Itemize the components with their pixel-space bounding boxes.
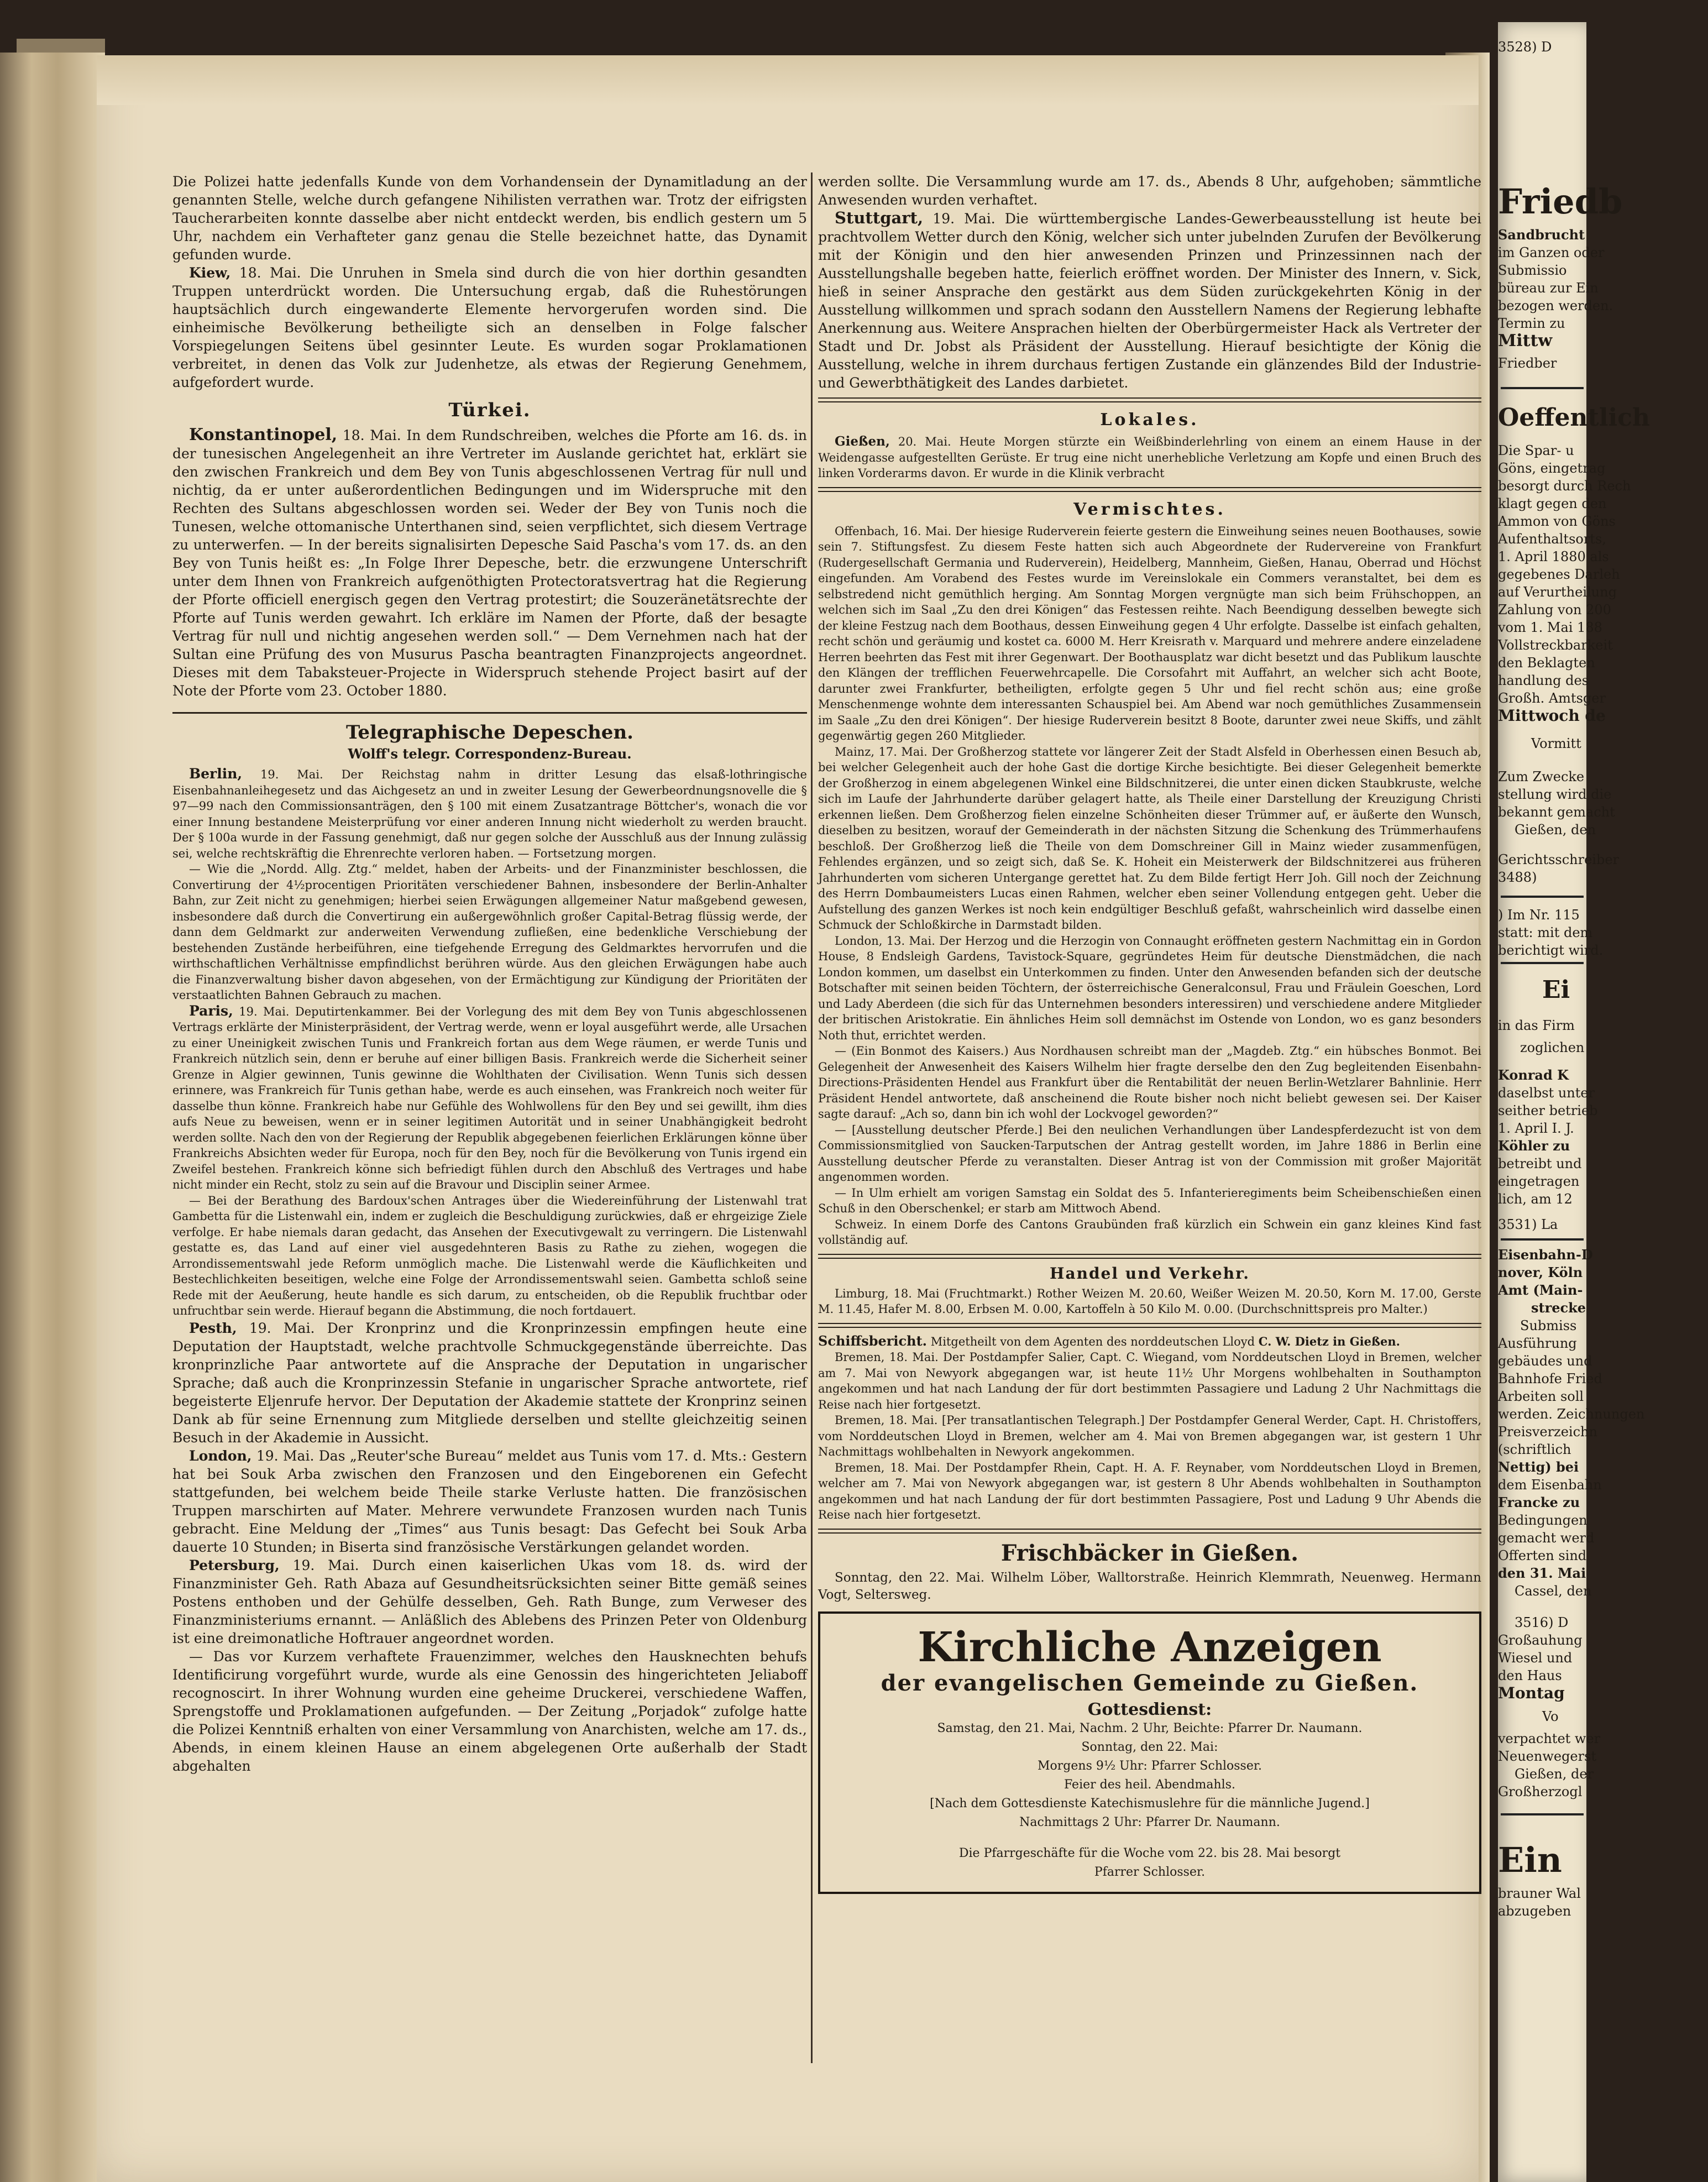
adjacent-fragment: strecke [1531,1300,1586,1316]
adjacent-fragment: Offerten sind [1498,1548,1587,1563]
adjacent-fragment: Amt (Main- [1498,1282,1583,1298]
adjacent-fragment: stellung wird die [1498,787,1612,802]
konstantinopel-dateline: Konstantinopel, [189,425,338,444]
adjacent-fragment: auf Verurtheilung [1498,584,1617,600]
section-heading-telegraphic: Telegraphische Depeschen. [345,721,633,744]
berlin-report-2: — Wie die „Nordd. Allg. Ztg.“ meldet, haben der Arbeits- und der Finanzminister beschlossen, die Convertirung der 4½procentigen Prioritäten verschiedener Bahnen, insbesondere der Berlin-Anhalter Bahn, zur Zeit nicht zu genehmigen; hierbei seien Erwägungen allgemeiner Natur maßgebend gewesen, insbesondere daß durch die Convertirung ein außergewöhnlich großer Capital-Betrag flüssig werde, der dann dem Geldmarkt zur anderweiten Verwendung zufließen, eine bedenkliche Verschiebung der bestehenden Zustände herbeiführen, eine tiefgehende Erregung des Geldmarktes hervorrufen und die wirthschaftlichen Verhältnisse empfindlichst berühren würde. Aus den gleichen Erwägungen habe auch die Finanzverwaltung bisher davon abgesehen, von der Ermächtigung zur Kündigung der Prioritäten der verstaatlichten Bahnen Gebrauch zu machen. [172,862,807,1002]
adjacent-fragment: Arbeiten soll [1498,1389,1584,1404]
adjacent-fragment: zoglichen [1520,1040,1585,1055]
adjacent-fragment: Cassel, den [1515,1583,1592,1599]
section-heading-tuerkei: Türkei. [448,399,531,421]
adjacent-fragment: berichtigt wird. [1498,943,1604,958]
adjacent-heading: Ei [1542,976,1570,1004]
adjacent-fragment: gegebenes Darleh [1498,567,1620,582]
adjacent-fragment: 3488) [1498,870,1537,885]
adjacent-fragment: gemacht werd [1498,1530,1595,1546]
adjacent-fragment: Francke zu [1498,1494,1580,1510]
adjacent-fragment: Aufenthaltsorts, [1498,531,1606,547]
paris-report [172,1003,807,1193]
adjacent-fragment: Vollstreckbarkeit [1498,637,1613,653]
book-page-edges-left [0,53,105,2182]
adjacent-fragment: Großauhung [1498,1632,1583,1648]
adjacent-fragment: Ausführung [1498,1336,1577,1351]
column-divider [811,172,813,2063]
adjacent-fragment: den Haus [1498,1668,1562,1683]
adjacent-heading: Ein [1498,1840,1562,1880]
ship-agent: C. W. Dietz in Gießen. [1258,1334,1400,1348]
adjacent-fragment: Vormitt [1531,736,1581,751]
london-dateline: London, [189,1447,252,1464]
petersburg-continuation: werden sollte. Die Versammlung wurde am 17. ds., Abends 8 Uhr, aufgehoben; sämmtliche Anwesenden wurden verhaftet. [818,174,1481,208]
adjacent-fragment: verpachtet wer [1498,1731,1601,1746]
kiew-report [172,264,807,391]
london-heim-report: London, 13. Mai. Der Herzog und die Herzogin von Connaught eröffneten gestern Nachmittag ein in Gordon House, 8 Endsleigh Gardens, Tavistock-Square, gegründetes Heim für deutsche Dienstmädchen, die nach London kommen, um daselbst ein Unterkommen zu finden. Unter den Anwesenden befanden sich der deutsche Botschafter mit seinen beiden Töchtern, der österreichische Generalconsul, Frau und Fräulein Goeschen, Lord und Lady Aberdeen (die sich für das Unternehmen besonders interessiren) und verschiedene andere Mitglieder der britischen Aristokratie. Ein ähnliches Heim soll demnächst im Ostende von London, wo es ganz besonders Noth thut, errichtet werden. [818,934,1481,1042]
adjacent-fragment: abzugeben [1498,1903,1571,1919]
berlin-dateline: Berlin, [189,766,243,782]
paris-report-2: — Bei der Berathung des Bardoux'schen Antrages über die Wiedereinführung der Listenwahl trat Gambetta für die Listenwahl ein, indem er zugleich die Beschuldigung zurückwies, daß er ehrgeizige Ziele verfolge. Er habe niemals daran gedacht, das Ansehen der Executivgewalt zu verringern. Die Listenwahl gestatte es, das Land auf einer viel ausgedehnteren Basis zu Rathe zu ziehen, wogegen die Arrondissementswahl jede Reform unmöglich mache. Die Listenwahl werde die Käuflichkeiten und Bestechlichkeiten beseitigen, welche eine Folge der Arrondissementswahl seien. Gambetta schloß seine Rede mit der Aeußerung, heute handle es sich darum, zu entscheiden, ob die Republik fruchtbar oder unfruchtbar sein werde. Hierauf begann die Abstimmung, die noch fortdauert. [172,1194,807,1317]
adjacent-fragment: 3531) La [1498,1217,1558,1232]
adjacent-fragment: Mittw [1498,331,1553,350]
adjacent-page [1498,22,1650,2182]
section-rule [818,397,1481,402]
adjacent-fragment: in das Firm [1498,1018,1575,1033]
church-announcements-box [818,1611,1481,1894]
adjacent-fragment: handlung des [1498,673,1589,688]
adjacent-fragment: Köhler zu [1498,1138,1570,1154]
adjacent-fragment: nover, Köln [1498,1264,1583,1280]
konstantinopel-text: 18. Mai. In dem Rundschreiben, welches die Pforte am 16. ds. in der tunesischen Angelegenheit an ihre Vertreter im Auslande gerichtet hat, erklärt sie den zwischen Frankreich und dem Bey von Tunis abgeschlossenen Vertrag für null und nichtig, da er unter außerordentlichen Bedingungen und im Widerspruche mit den Rechten des Sultans abgeschlossen worden sei. Weder der Bey von Tunis noch die Tunesen, welche ottomanische Unterthanen sind, seien verpflichtet, sich diesem Vertrage zu unterwerfen. — In der bereits signalisirten Depesche Said Pascha's vom 17. ds. an den Bey von Tunis heißt es: „In Folge Ihrer Depesche, betr. die erzwungene Unterschrift unter dem Ihnen von Frankreich aufgenöthigten Protectoratsvertrag hat die Regierung der Pforte officiell energisch gegen den Vertrag protestirt; die Souzeränetätsrechte der Pforte auf Tunis werden gewahrt. Ich erkläre im Namen der Pforte, daß der besagte Vertrag für null und nichtig angesehen werden soll.“ — Dem Vernehmen nach hat der Sultan eine Prüfung des von Musurus Pascha beantragten Finanzprojects angeordnet. Dieses mit dem Tabaksteuer-Projecte in Widerspruch stehende Project basirt auf der Note der Pforte vom 23. October 1880. [172,427,807,699]
adjacent-fragment: Submiss [1520,1318,1577,1333]
adjacent-fragment: 3528) D [1498,39,1552,55]
section-rule [172,712,807,714]
adjacent-fragment: Gießen, den [1515,822,1596,838]
adjacent-fragment: 1. April I. J. [1498,1121,1574,1136]
church-announcements-subtitle: der evangelischen Gemeinde zu Gießen. [881,1670,1419,1696]
adjacent-fragment: bezogen werden. [1498,298,1613,313]
adjacent-fragment: bekannt gemacht [1498,804,1615,820]
london-report [172,1447,807,1556]
dynamite-paragraph: Die Polizei hatte jedenfalls Kunde von dem Vorhandensein der Dynamitladung an der genannten Stelle, welche durch gefangene Nihilisten verrathen war. Trotz der eifrigsten Taucherarbeiten konnte dasselbe aber nicht entdeckt werden, bis endlich gestern um 5 Uhr, nachdem ein Verhafteter ganz genau die Stelle bezeichnet hatte, das Dynamit gefunden wurde. [172,174,807,263]
adjacent-fragment: Gerichtsschreiber [1498,852,1619,867]
section-heading-vermischtes: Vermischtes. [1073,499,1226,519]
bremen-rhein-report: Bremen, 18. Mai. Der Postdampfer Rhein, Capt. H. A. F. Reynaber, vom Norddeutschen Lloyd in Bremen, welcher am 7. Mai von Newyork abgegangen war, ist gestern 8 Uhr Abends wohlbehalten in Southampton angekommen und hat nach Landung der für dort bestimmten Passagiere, Post und Ladung 9 Uhr Abends die Reise nach hier fortgesetzt. [818,1461,1481,1521]
mainz-report: Mainz, 17. Mai. Der Großherzog stattete vor längerer Zeit der Stadt Alsfeld in Oberhessen einen Besuch ab, bei welcher Gelegenheit auch der hohe Gast die dortige Kirche besichtigte. Bei dieser Gelegenheit bemerkte der Großherzog in einem abgelegenen Winkel eine Bildschnitzerei, die unter einen dicken Staubkruste, welche sich im Laufe der Jahrhunderte darüber gelagert hatte, als Theile einer Darstellung der Kreuzigung Christi erkennen ließen. Dem Großherzog fielen einzelne Schönheiten dieser Trümmer auf, er äußerte den Wunsch, dieselben zu besitzen, worauf der Gemeinderath in der nächsten Sitzung die Schenkung des Trümmerhaufens beschloß. Der Großherzog ließ die Theile von dem Domschreiner Gill in Mainz wieder zusammenfügen, Fehlendes ergänzen, und so zeigt sich, daß Se. K. Hoheit ein Meisterwerk der Bildschnitzerei aus früheren Jahrhunderten vom sicheren Untergange gerettet hat. Zu dem Bilde fertigt Herr Joh. Gill noch der Zeichnung des Herrn Dombaumeisters Lucas einen Rahmen, welcher eben seiner Vollendung entgegen geht. Ueber die Aufstellung des ganzen Werkes ist noch kein endgültiger Beschluß gefaßt, wahrscheinlich wird dasselbe einen Schmuck der Schloßkirche in Darmstadt bilden. [818,745,1481,932]
frischbaecker-heading: Frischbäcker in Gießen. [1000,1540,1299,1566]
adjacent-fragment: Göns, eingetrag [1498,461,1606,476]
bremen-werder-report: Bremen, 18. Mai. [Per transatlantischen Telegraph.] Der Postdampfer General Werder, Capt. H. Christoffers, vom Norddeutschen Lloyd in Bremen, welcher am 4. Mai von Bremen abgegangen war, ist gestern 1 Uhr Nachmittags wohlbehalten in Newyork angekommen. [818,1414,1481,1458]
ship-report-intro [818,1333,1481,1350]
adjacent-fragment: Neuenwegerst [1498,1749,1597,1764]
section-rule [818,1529,1481,1534]
adjacent-fragment: den 31. Mai [1498,1565,1586,1581]
adjacent-fragment: seither betrieb [1498,1103,1598,1118]
giessen-text: 20. Mai. Heute Morgen stürzte ein Weißbinderlehrling von einem an einem Hause in der Weidengasse aufgestellten Gerüste. Er trug eine nicht unerhebliche Verletzung am Kopfe und einen Bruch des linken Vorderarms davon. Er wurde in die Klinik verbracht [818,435,1481,480]
adjacent-fragment: Zahlung von 200 [1498,602,1611,618]
adjacent-fragment: Großherzogl [1498,1784,1583,1799]
adjacent-fragment: eingetragen [1498,1174,1580,1189]
section-rule [818,487,1481,492]
pesth-report [172,1319,807,1447]
adjacent-fragment: büreau zur Ein [1498,280,1599,296]
adjacent-heading: Oeffentlich [1498,404,1650,432]
adjacent-fragment: Bedingungen [1498,1513,1588,1528]
church-line: Feier des heil. Abendmahls. [1064,1777,1235,1792]
stuttgart-dateline: Stuttgart, [835,208,924,227]
adjacent-fragment: (schriftlich [1498,1442,1571,1457]
church-line: Samstag, den 21. Mai, Nachm. 2 Uhr, Beichte: Pfarrer Dr. Naumann. [937,1721,1363,1735]
adjacent-fragment: den Beklagten [1498,655,1595,671]
left-column [172,172,807,2163]
page-top-margin [97,55,1479,105]
church-line: Nachmittags 2 Uhr: Pfarrer Dr. Naumann. [1019,1815,1280,1829]
adjacent-fragment: daselbst unter [1498,1085,1595,1101]
agency-line: Wolff's telegr. Correspondenz-Bureau. [348,746,632,762]
petersburg-text: 19. Mai. Durch einen kaiserlichen Ukas vom 18. ds. wird der Finanzminister Geh. Rath Abaza auf Gesundheitsrücksichten seiner Bitte gemäß seines Postens enthoben und der Gehülfe desselben, Geh. Rath Bunge, zum Verweser des Finanzministeriums ernannt. — Anläßlich des Ablebens des Prinzen Peter von Oldenburg ist eine dreimonatliche Hoftrauer angeordnet worden. [172,1557,807,1646]
giessen-report [818,434,1481,482]
adjacent-fragment: vom 1. Mai 188 [1498,620,1602,635]
stuttgart-report [818,209,1481,392]
adjacent-fragment: Montag [1498,1684,1565,1702]
adjacent-fragment: 3516) D [1515,1615,1569,1630]
petersburg-dateline: Petersburg, [189,1557,280,1573]
adjacent-fragment: 1. April 1880 als [1498,549,1609,564]
section-heading-handel: Handel und Verkehr. [1050,1264,1250,1283]
church-announcements-title: Kirchliche Anzeigen [918,1623,1382,1671]
adjacent-fragment: Zum Zwecke [1498,769,1585,784]
limburg-market-report: Limburg, 18. Mai (Fruchtmarkt.) Rother Weizen M. 20.60, Weißer Weizen M. 20.50, Korn M. 17.00, Gerste M. 11.45, Hafer M. 8.00, Erbsen M. 0.00, Kartoffeln à 50 Kilo M. 0.00. (Durchschnittspreis pro Malter.) [818,1286,1481,1316]
adjacent-rule [1501,1238,1584,1241]
pesth-dateline: Pesth, [189,1320,237,1336]
adjacent-fragment: Submissio [1498,263,1567,278]
paris-text: 19. Mai. Deputirtenkammer. Bei der Vorlegung des mit dem Bey von Tunis abgeschlossenen Vertrags erklärte der Ministerpräsident, der Vertrag werde, wenn er loyal ausgeführt werde, alle Ursachen zu einer Uneinigkeit zwischen Tunis und Frankreich fortan aus dem Wege räumen, er werde Tunis und Frankreich nützlich sein, denn er beruhe auf einer billigen Basis. Frankreich werde die Sicherheit seiner Grenze in Algier gewinnen, Tunis gewinne die Wohlthaten der Civilisation. Wenn Tunis sich dessen erinnere, was Frankreich für Tunis gethan habe, werde es auch einsehen, was Frankreich noch weiter für dasselbe thun könne. Frankreich habe nur Gefühle des Wohlwollens für den Bey und sei gewillt, ihm dies aufs Neue zu beweisen, wenn er in seiner legitimen Autorität und in seiner Unabhängigkeit bedroht werden sollte. Nach den von der Regierung der Republik abgegebenen feierlichen Erklärungen könne über Frankreichs Absichten weder für Europa, noch für den Bey, noch für die Bevölkerung von Tunis irgend ein Zweifel bestehen. Frankreich könne sich befriedigt fühlen durch den Abschluß des Vertrages und habe nicht minder ein Recht, stolz zu sein auf die Bravour und Disciplin seiner Armee. [172,1004,807,1191]
pesth-text: 19. Mai. Der Kronprinz und die Kronprinzessin empfingen heute eine Deputation der Hauptstadt, welche prachtvolle Schmuckgegenstände überreichte. Das kronprinzliche Paar antwortete auf die Ansprache der Deputation in ungarischer Sprache; daß auch die Kronprinzessin Stefanie in ungarischer Sprache antwortete, rief begeisterte Eljenrufe hervor. Der Deputation der Akademie stattete der Kronprinz seinen Dank ab für seine Ernennung zum Mitgliede derselben und stellte gleichzeitig seinen Besuch in der Akademie in Aussicht. [172,1320,807,1446]
adjacent-fragment: Gießen, der [1515,1766,1594,1782]
adjacent-fragment: Eisenbahn-D [1498,1247,1593,1263]
petersburg-report [172,1556,807,1647]
frischbaecker-list: Sonntag, den 22. Mai. Wilhelm Löber, Walltorstraße. Heinrich Klemmrath, Neuenweg. Hermann Vogt, Seltersweg. [818,1570,1481,1602]
adjacent-fragment: gebäudes und [1498,1353,1592,1369]
ulm-report: — In Ulm erhielt am vorigen Samstag ein Soldat des 5. Infanterieregiments beim Scheibenschießen einen Schuß in den Oberschenkel; er starb am Mittwoch Abend. [818,1186,1481,1215]
church-service-heading: Gottesdienst: [1087,1699,1212,1719]
adjacent-fragment: Bahnhofe Fried [1498,1371,1602,1386]
adjacent-fragment: Großh. Amtsger [1498,690,1606,706]
adjacent-rule [1501,1813,1584,1815]
adjacent-fragment: klagt gegen den [1498,496,1607,511]
petersburg-report-2: — Das vor Kurzem verhaftete Frauenzimmer, welches den Hausknechten behufs Identificirung vorgeführt wurde, wurde als eine Genossin des hingerichteten Jeliaboff recognoscirt. In ihrer Wohnung wurden eine geheime Druckerei, verschiedene Waffen, Sprengstoffe und Proklamationen aufgefunden. — Der Zeitung „Porjadok“ zufolge hatte die Polizei Kenntniß erhalten von einer Versammlung von Anarchisten, welche am 17. ds., Abends, in einem kleinen Hause an einem abgelegenen Orte außerhalb der Stadt abgehalten [172,1648,807,1774]
adjacent-fragment: Die Spar- u [1498,443,1574,458]
adjacent-fragment: Ammon von Göns [1498,514,1616,529]
schweiz-report: Schweiz. In einem Dorfe des Cantons Graubünden fraß kürzlich ein Schwein ein ganz kleines Kind fast vollständig auf. [818,1217,1481,1247]
right-column [818,172,1481,2163]
adjacent-fragment: ) Im Nr. 115 [1498,907,1580,923]
paris-dateline: Paris, [189,1002,233,1019]
giessen-dateline: Gießen, [835,434,890,449]
ship-report-heading: Schiffsbericht. [818,1332,928,1349]
section-rule [818,1254,1481,1259]
adjacent-fragment: Sandbrucht [1498,227,1585,243]
adjacent-fragment: Konrad K [1498,1067,1569,1083]
pferde-ausstellung: — [Ausstellung deutscher Pferde.] Bei den neulichen Verhandlungen über Landespferdezucht ist von dem Commissionsmitglied von Saucken-Tarputschen der Antrag gestellt worden, im Jahre 1886 in Berlin eine Ausstellung deutscher Pferde zu veranstalten. Dieser Antrag ist von der Commission mit großer Majorität angenommen worden. [818,1123,1481,1184]
adjacent-fragment: lich, am 12 [1498,1191,1573,1207]
adjacent-fragment: Mittwoch de [1498,707,1606,725]
adjacent-fragment: werden. Zeichnungen [1498,1406,1645,1422]
adjacent-fragment: brauner Wal [1498,1886,1581,1901]
kaiser-bonmot: — (Ein Bonmot des Kaisers.) Aus Nordhausen schreibt man der „Magdeb. Ztg.“ ein hübsches Bonmot. Bei Gelegenheit der Anwesenheit des Kaisers Wilhelm hier fragte derselbe den den Zug begleitenden Eisenbahn-Directions-Präsidenten Hendel aus Frankfurt über die Rentabilität der neuen Berlin-Wetzlarer Bahnlinie. Herr Präsident Hendel antwortete, daß anscheinend die Route bisher noch nicht beliebt gewesen sei. Der Kaiser sagte darauf: „Ach so, dann bin ich wohl der Lockvogel geworden?“ [818,1044,1481,1121]
offenbach-report: Offenbach, 16. Mai. Der hiesige Ruderverein feierte gestern die Einweihung seines neuen Boothauses, sowie sein 7. Stiftungsfest. Zu diesem Feste hatten sich auch Abgeordnete der Rudervereine von Frankfurt (Rudergesellschaft Germania und Ruderverein), Heidelberg, Mannheim, Gießen, Hanau, Oberrad und Höchst eingefunden. Am Vorabend des Festes wurde im Vereinslokale ein Commers veranstaltet, bei dem es selbstredend nicht gemüthlich herging. Am Sonntag Morgen vergnügte man sich beim Frühschoppen, an welchen sich im Saal „Zu den drei Königen“ das Festessen reihte. Nach Beendigung desselben bewegte sich der kleine Festzug nach dem Boothaus, dessen Einweihung gegen 4 Uhr erfolgte. Dasselbe ist einfach gehalten, recht schön und geräumig und kostet ca. 6000 M. Herr Kreisrath v. Marquard und mehrere andere einzeladene Herren beehrten das Fest mit ihrer Gegenwart. Der Boothausplatz war dicht besetzt und das Publikum lauschte den Klängen der trefflichen Feuerwehrcapelle. Die Corsofahrt mit Auffahrt, an welcher sich acht Boote, darunter zwei Frankfurter, betheiligten, erfolgte gegen 5 Uhr und fiel recht schön aus; eine große Menschenmenge wohnte dem interessanten Schauspiel bei. Am Abend war noch gemüthliches Zusammensein im Saale „Zu den drei Königen“. Der hiesige Ruderverein besitzt 8 Boote, darunter zwei neue Skiffs, und zählt gegenwärtig gegen 260 Mitglieder. [818,524,1481,742]
adjacent-fragment: Preisverzeichn [1498,1424,1597,1440]
adjacent-fragment: betreibt und [1498,1156,1582,1171]
adjacent-rule [1501,962,1584,964]
section-rule [818,1323,1481,1328]
stuttgart-text: 19. Mai. Die württembergische Landes-Gewerbeausstellung ist heute bei prachtvollem Wetter durch den König, welcher sich unter jubelnden Zurufen der Bevölkerung mit der Königin und den hier anwesenden Prinzen und Prinzessinnen nach der Ausstellungshalle begeben hatte, feierlich eröffnet worden. Der Minister des Innern, v. Sick, hieß in seiner Ansprache den gestärkt aus dem Süden zurückgekehrten König in der Ausstellung willkommen und sprach sodann den Ausstellern Namens der Regierung lebhafte Anerkennung aus. Weitere Ansprachen hielten der Oberbürgermeister Hack als Vertreter der Stadt und Dr. Jobst als Präsident der Ausstellung. Hierauf besichtigte der König die Ausstellung, welche in ihrem durchaus fertigen Zustande ein glänzendes Bild der Industrie- und Gewerbthätigkeit des Landes darbietet. [818,211,1481,391]
adjacent-fragment: Friedber [1498,355,1557,371]
church-line: [Nach dem Gottesdienste Katechismuslehre für die männliche Jugend.] [930,1796,1370,1811]
konstantinopel-report [172,426,807,700]
adjacent-rule [1501,387,1584,389]
church-line: Pfarrer Schlosser. [1094,1865,1206,1879]
adjacent-fragment: besorgt durch Rech [1498,478,1631,494]
section-heading-lokales: Lokales. [1100,410,1199,430]
adjacent-heading: Friedb [1498,181,1623,222]
kiew-text: 18. Mai. Die Unruhen in Smela sind durch die von hier dorthin gesandten Truppen unterdrückt worden. Die Untersuchung ergab, daß die Ruhestörungen hauptsächlich durch eingewanderte Elemente hervorgerufen worden sind. Die einheimische Bevölkerung betheiligte sich an denselben in Folge falscher Vorspiegelungen Seitens übel gesinnter Leute. Es wurden sogar Proklamationen verbreitet, in denen das Volk zur Judenhetze, als etwas der Regierung Genehmem, aufgefordert wurde. [172,265,807,390]
adjacent-fragment: dem Eisenbahn [1498,1477,1602,1493]
bremen-salier-report: Bremen, 18. Mai. Der Postdampfer Salier, Capt. C. Wiegand, vom Norddeutschen Lloyd in Bremen, welcher am 7. Mai von Newyork abgegangen war, ist heute 11½ Uhr Morgens wohlbehalten in Southampton angekommen und hat nach Landung der für dort bestimmten Passagiere und Ladung 2 Uhr Nachmittags die Reise nach hier fortgesetzt. [818,1351,1481,1411]
adjacent-fragment: im Ganzen oder [1498,245,1605,260]
berlin-text: 19. Mai. Der Reichstag nahm in dritter Lesung das elsaß-lothringische Eisenbahnanleihegesetz und das Aichgesetz an und in zweiter Lesung der Gewerbeordnungsnovelle die § 97—99 nach den Commissionsanträgen, den § 100 mit einem Zusatzantrage Böttcher's, wonach die vor einer Innung bestandene Meisterprüfung vor einer anderen Innung nicht wiederholt zu werden braucht. Der § 100a wurde in der Fassung genehmigt, daß nur gegen solche der Ausschluß aus der Innung zulässig sei, welche rechtskräftig die Ehrenrechte verloren haben. — Fortsetzung morgen. [172,768,807,860]
berlin-report [172,766,807,861]
adjacent-fragment: statt: mit dem [1498,925,1593,940]
church-line: Morgens 9½ Uhr: Pfarrer Schlosser. [1038,1759,1262,1773]
adjacent-fragment: Nettig) bei [1498,1459,1579,1475]
church-line: Die Pfarrgeschäfte für die Woche vom 22. bis 28. Mai besorgt [958,1846,1341,1860]
adjacent-fragment: Wiesel und [1498,1650,1573,1666]
ship-report-note: Mitgetheilt von dem Agenten des norddeutschen Lloyd [927,1335,1255,1348]
church-line: Sonntag, den 22. Mai: [1081,1740,1218,1754]
london-text: 19. Mai. Das „Reuter'sche Bureau“ meldet aus Tunis vom 17. d. Mts.: Gestern hat bei Souk Arba zwischen den Franzosen und den Eingeborenen ein Gefecht stattgefunden, bei welchem beide Theile starke Verluste hatten. Die französischen Truppen marschirten auf Mater. Mehrere verwundete Franzosen wurden nach Tunis gebracht. Eine Meldung der „Times“ aus Tunis besagt: Das Gefecht bei Souk Arba dauerte 10 Stunden; in Biserta sind französische Verstärkungen gelandet worden. [172,1447,807,1555]
adjacent-fragment: Vo [1542,1709,1559,1724]
kiew-dateline: Kiew, [189,265,231,281]
adjacent-fragment: Termin zu [1498,316,1565,331]
adjacent-rule [1501,896,1584,898]
